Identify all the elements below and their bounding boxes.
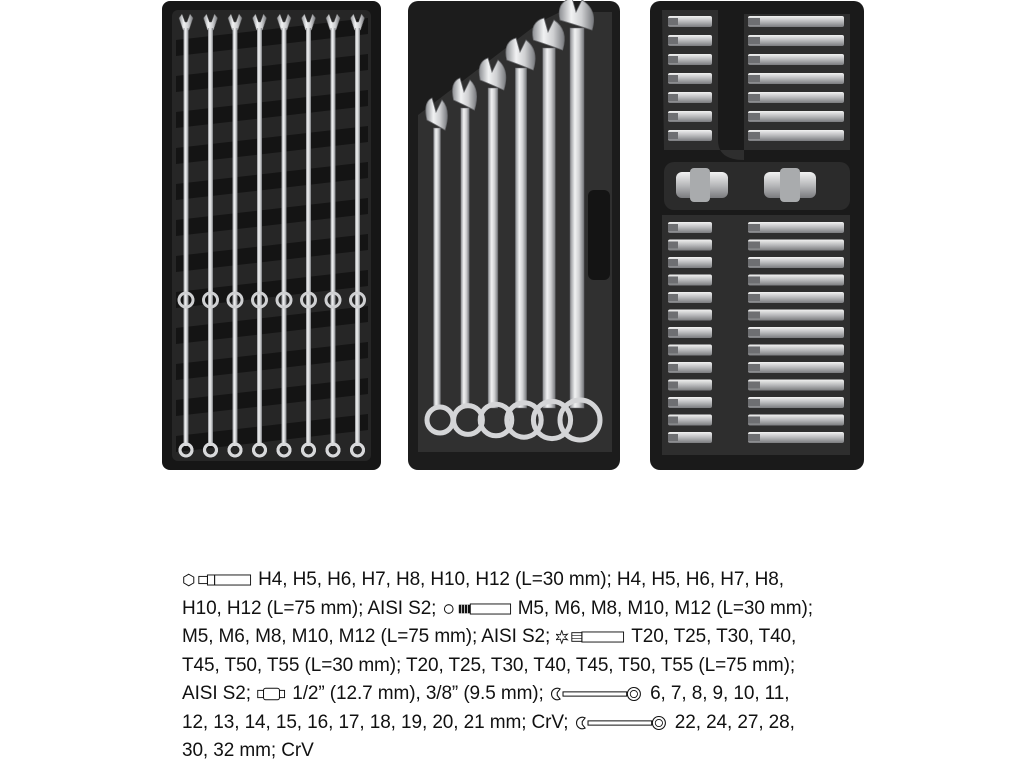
screwdriver-bit [748,257,844,268]
specification-text [182,566,862,766]
screwdriver-bit [668,35,712,46]
spec-text: 1/2” (12.7 mm), 3/8” (9.5 mm); [287,683,549,704]
screwdriver-bit [748,292,844,303]
screwdriver-bit [668,380,712,391]
spec-text: 30, 32 mm; CrV [182,740,314,761]
screwdriver-bit [668,415,712,426]
spec-text: H10, H12 (L=75 mm); AISI S2; [182,597,442,619]
screwdriver-bit [668,345,712,356]
screwdriver-bit [748,73,844,84]
screwdriver-bit [668,327,712,338]
screwdriver-bit [668,54,712,65]
right-bit-tray [650,1,864,470]
screwdriver-bit [668,130,712,141]
screwdriver-bit [748,362,844,373]
socket-adapter-3/8 [764,168,816,202]
screwdriver-bit [668,432,712,443]
spec-text: 6, 7, 8, 9, 10, 11, [644,683,790,704]
spec-line [182,709,862,738]
spline-bit-icon [443,599,512,619]
spec-text: 22, 24, 27, 28, [669,711,795,733]
screwdriver-bit [748,327,844,338]
combination-wrench-icon [550,684,644,704]
screwdriver-bit [748,380,844,391]
spec-text: 12, 13, 14, 15, 16, 17, 18, 19, 20, 21 mm; CrV; [182,711,574,733]
spec-line [182,680,862,709]
socket-adapter-1/2 [676,168,728,202]
spec-line [182,652,862,681]
screwdriver-bit [748,222,844,233]
spec-line [182,737,862,766]
screwdriver-bit [668,111,712,122]
screwdriver-bit [668,310,712,321]
screwdriver-bit [668,222,712,233]
screwdriver-bit [668,16,712,27]
spec-text: T20, T25, T30, T40, [626,626,797,647]
screwdriver-bit [748,415,844,426]
screwdriver-bit [748,275,844,286]
screwdriver-bit [748,111,844,122]
screwdriver-bit [748,130,844,141]
screwdriver-bit [748,310,844,321]
screwdriver-bit [668,73,712,84]
screwdriver-bit [668,240,712,251]
screwdriver-bit [748,240,844,251]
combination-wrench-icon [575,713,669,733]
middle-wrench-tray [408,0,620,470]
spec-line [182,566,862,595]
hex-bit-icon [183,570,252,590]
screwdriver-bit [668,275,712,286]
screwdriver-bit [748,345,844,356]
screwdriver-bit [748,54,844,65]
adapter-icon [257,684,286,704]
spec-text: AISI S2; [182,683,257,704]
screwdriver-bit [668,362,712,373]
screwdriver-bit [748,92,844,103]
screwdriver-bit [668,257,712,268]
screwdriver-bit [748,16,844,27]
spec-text: M5, M6, M8, M10, M12 (L=75 mm); AISI S2; [182,626,556,647]
screwdriver-bit [748,432,844,443]
screwdriver-bit [668,92,712,103]
spec-text: M5, M6, M8, M10, M12 (L=30 mm); [512,597,813,619]
torx-bit-icon [556,627,625,647]
spec-text: T45, T50, T55 (L=30 mm); T20, T25, T30, T40, T45, T50, T55 (L=75 mm); [182,654,796,676]
screwdriver-bit [668,397,712,408]
screwdriver-bit [668,292,712,303]
spec-text: H4, H5, H6, H7, H8, H10, H12 (L=30 mm); H4, H5, H6, H7, H8, [253,569,784,590]
spec-line [182,623,862,652]
screwdriver-bit [748,397,844,408]
left-wrench-tray [162,1,381,470]
screwdriver-bit [748,35,844,46]
spec-line [182,595,862,624]
